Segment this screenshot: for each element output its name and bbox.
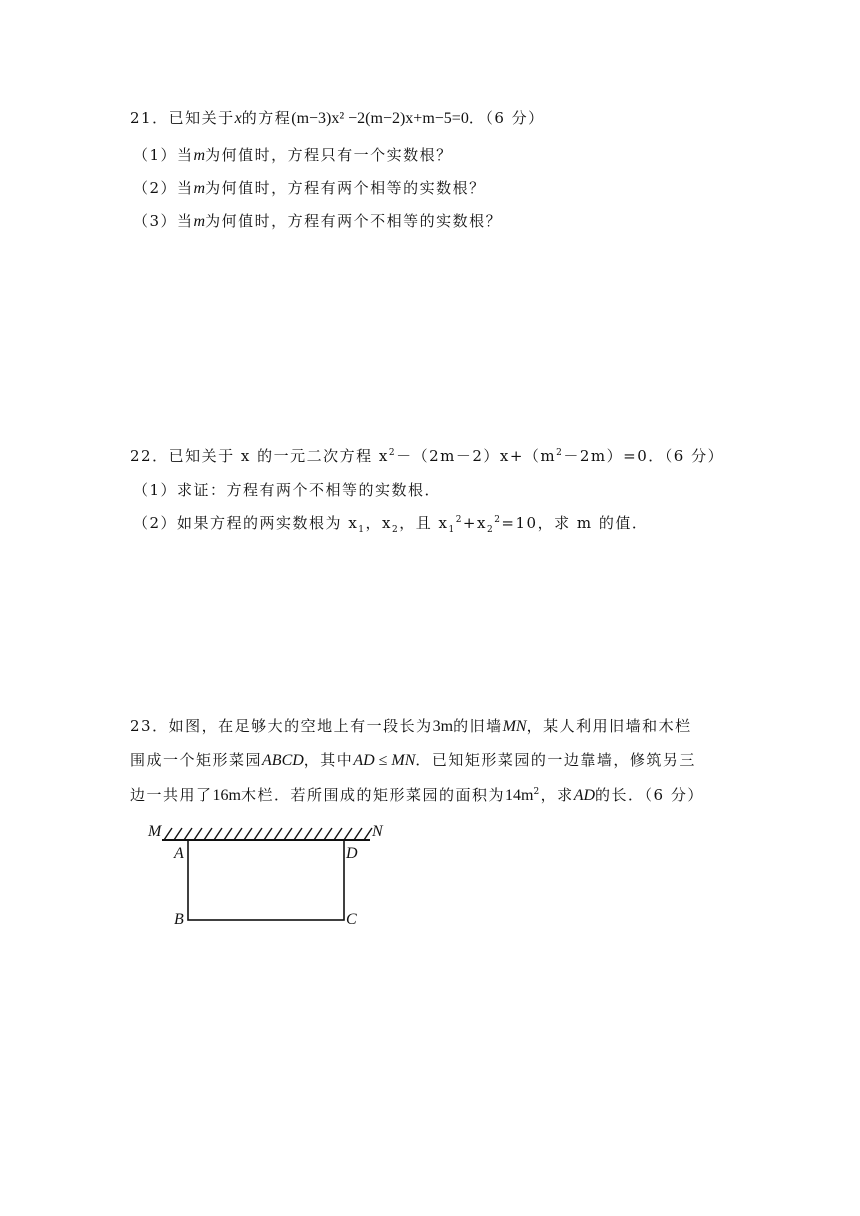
label-B: B <box>174 911 184 928</box>
equation: (m−3)x² −2(m−2)x+m−5=0 <box>291 110 469 127</box>
question-21-stem: 21．已知关于x的方程(m−3)x² −2(m−2)x+m−5=0．（6 分） <box>130 109 545 127</box>
garden-rectangle <box>188 840 344 920</box>
wall-rectangle-diagram <box>140 818 383 930</box>
question-23-line-1: 23．如图，在足够大的空地上有一段长为3m的旧墙MN，某人利用旧墙和木栏 <box>130 717 692 735</box>
label-D: D <box>346 845 358 862</box>
question-number: 23． <box>130 717 169 735</box>
question-21-part-1: （1）当m为何值时，方程只有一个实数根？ <box>133 146 453 164</box>
label-N: N <box>372 823 383 840</box>
question-22-stem: 22．已知关于 x 的一元二次方程 $x^2-(2m-2)x+(m^2-2m)=0$．（6 分） <box>130 447 725 465</box>
question-23-line-3: 边一共用了16m木栏．若所围成的矩形菜园的面积为$14m^2$，求AD的长．（6 分） <box>130 786 704 804</box>
question-22-part-1: （1）求证：方程有两个不相等的实数根． <box>133 481 442 499</box>
question-23-line-2: 围成一个矩形菜园ABCD，其中AD ≤ MN．已知矩形菜园的一边靠墙，修筑另三 <box>130 751 696 769</box>
label-A: A <box>174 845 184 862</box>
question-22-part-2: （2）如果方程的两实数根为 $x_1$，$x_2$，且 $x_1^2+x_2^2=10$，求 m 的值． <box>133 514 649 535</box>
question-number: 21． <box>130 109 169 127</box>
question-21-part-2: （2）当m为何值时，方程有两个相等的实数根？ <box>133 179 486 197</box>
question-21-part-3: （3）当m为何值时，方程有两个不相等的实数根？ <box>133 212 503 230</box>
label-C: C <box>346 911 357 928</box>
question-number: 22． <box>130 447 169 465</box>
label-M: M <box>148 823 162 840</box>
wall-hatching <box>162 828 372 840</box>
